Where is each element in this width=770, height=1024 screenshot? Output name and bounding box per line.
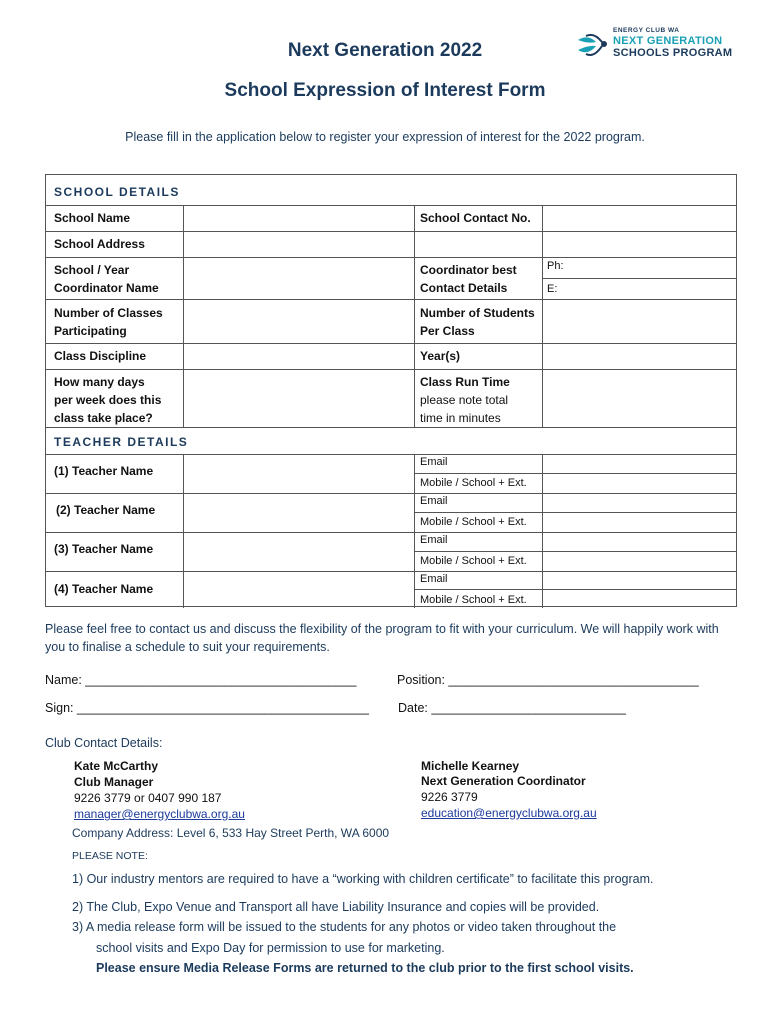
teacher-4-label: (4) Teacher Name — [54, 582, 154, 596]
logo-small-text: ENERGY CLUB WA — [613, 27, 680, 34]
coordinator-name-label-2: Coordinator Name — [54, 281, 159, 295]
note-3-line-3: Please ensure Media Release Forms are returned to the club prior to the first school visits. — [96, 961, 634, 975]
years-label: Year(s) — [420, 349, 461, 363]
teacher-3-email-field[interactable] — [543, 532, 736, 551]
contact-2-phone: 9226 3779 — [421, 790, 478, 804]
energy-club-logo — [576, 26, 736, 64]
teacher-1-name-field[interactable] — [184, 454, 414, 493]
teacher-4-email-label: Email — [420, 573, 448, 585]
teacher-1-mobile-field[interactable] — [543, 474, 736, 493]
days-label-2: per week does this — [54, 393, 162, 407]
teacher-2-label: (2) Teacher Name — [56, 503, 156, 517]
contact-2-role: Next Generation Coordinator — [421, 774, 586, 788]
school-contact-field[interactable] — [543, 205, 736, 231]
teacher-1-mobile-label: Mobile / School + Ext. — [420, 477, 527, 489]
classes-field[interactable] — [184, 299, 414, 343]
school-address-field[interactable] — [184, 231, 736, 257]
school-name-label: School Name — [54, 211, 131, 225]
phone-label: Ph: — [547, 260, 564, 272]
runtime-label-1: Class Run Time — [420, 375, 510, 389]
teacher-4-email-field[interactable] — [543, 571, 736, 589]
please-note-heading: PLEASE NOTE: — [72, 850, 148, 862]
school-name-field[interactable] — [184, 205, 414, 231]
form-title: School Expression of Interest Form — [224, 80, 546, 101]
days-field[interactable] — [184, 369, 414, 427]
teacher-3-mobile-label: Mobile / School + Ext. — [420, 555, 527, 567]
coordinator-name-label-1: School / Year — [54, 263, 130, 277]
teacher-2-name-field[interactable] — [184, 493, 414, 532]
teacher-1-label: (1) Teacher Name — [54, 464, 154, 478]
teacher-3-label: (3) Teacher Name — [54, 542, 154, 556]
note-3-line-1: 3) A media release form will be issued to the students for any photos or video taken throughout the — [72, 920, 617, 934]
flexibility-paragraph: Please feel free to contact us and discuss the flexibility of the program to fit with your curriculum. We will happily work with you to finalise a schedule to suit your requirements. — [45, 622, 719, 654]
sign-signature-line[interactable]: Sign: __________________________________________ — [45, 701, 369, 715]
students-label-2: Per Class — [420, 324, 475, 338]
students-label-1: Number of Students — [420, 306, 535, 320]
company-address: Company Address: Level 6, 533 Hay Street Perth, WA 6000 — [72, 826, 390, 840]
email-label: E: — [547, 283, 558, 295]
teacher-4-mobile-field[interactable] — [543, 590, 736, 608]
classes-label-2: Participating — [54, 324, 127, 338]
years-field[interactable] — [543, 343, 736, 369]
best-contact-label-1: Coordinator best — [420, 263, 517, 277]
contact-2-email-link[interactable]: education@energyclubwa.org.au — [421, 806, 597, 820]
days-label-3: class take place? — [54, 411, 153, 425]
runtime-label-2: please note total — [420, 393, 509, 407]
school-details-heading: SCHOOL DETAILS — [54, 185, 180, 199]
application-form — [45, 174, 737, 607]
runtime-field[interactable] — [543, 369, 736, 427]
contact-1-name: Kate McCarthy — [74, 759, 159, 773]
classes-label-1: Number of Classes — [54, 306, 163, 320]
contact-1-role: Club Manager — [74, 775, 154, 789]
students-field[interactable] — [543, 299, 736, 343]
contact-1-phone: 9226 3779 or 0407 990 187 — [74, 791, 222, 805]
teacher-4-name-field[interactable] — [184, 571, 414, 608]
page-title: Next Generation 2022 — [287, 40, 483, 61]
school-contact-label: School Contact No. — [420, 211, 531, 225]
contact-2-name: Michelle Kearney — [421, 759, 520, 773]
teacher-2-email-label: Email — [420, 495, 448, 507]
discipline-field[interactable] — [184, 343, 414, 369]
date-signature-line[interactable]: Date: ____________________________ — [398, 701, 627, 715]
teacher-1-email-field[interactable] — [543, 454, 736, 473]
runtime-label-3: time in minutes — [420, 411, 501, 425]
teacher-2-email-field[interactable] — [543, 493, 736, 512]
teacher-3-email-label: Email — [420, 534, 448, 546]
coordinator-name-field[interactable] — [184, 257, 414, 299]
teacher-details-heading: TEACHER DETAILS — [54, 435, 189, 449]
discipline-label: Class Discipline — [54, 349, 147, 363]
teacher-3-name-field[interactable] — [184, 532, 414, 571]
teacher-1-email-label: Email — [420, 456, 448, 468]
best-contact-label-2: Contact Details — [420, 281, 508, 295]
position-signature-line[interactable]: Position: ____________________________________ — [397, 673, 699, 687]
intro-text: Please fill in the application below to register your expression of interest for the 2022 program. — [125, 130, 645, 144]
school-address-label: School Address — [54, 237, 145, 251]
logo-line-2: SCHOOLS PROGRAM — [613, 47, 733, 59]
note-1: 1) Our industry mentors are required to have a “working with children certificate” to facilitate this program. — [72, 872, 654, 886]
note-3-line-2: school visits and Expo Day for permission to use for marketing. — [96, 941, 445, 955]
teacher-2-mobile-label: Mobile / School + Ext. — [420, 516, 527, 528]
club-contact-heading: Club Contact Details: — [45, 736, 163, 750]
contact-1-email-link[interactable]: manager@energyclubwa.org.au — [74, 807, 245, 821]
logo-line-1: NEXT GENERATION — [613, 35, 723, 47]
days-label-1: How many days — [54, 375, 145, 389]
teacher-3-mobile-field[interactable] — [543, 552, 736, 571]
dragonfly-icon — [576, 32, 610, 60]
name-signature-line[interactable]: Name: _______________________________________ — [45, 673, 357, 687]
teacher-2-mobile-field[interactable] — [543, 513, 736, 532]
teacher-4-mobile-label: Mobile / School + Ext. — [420, 594, 527, 606]
note-2: 2) The Club, Expo Venue and Transport all have Liability Insurance and copies will be provided. — [72, 900, 600, 914]
